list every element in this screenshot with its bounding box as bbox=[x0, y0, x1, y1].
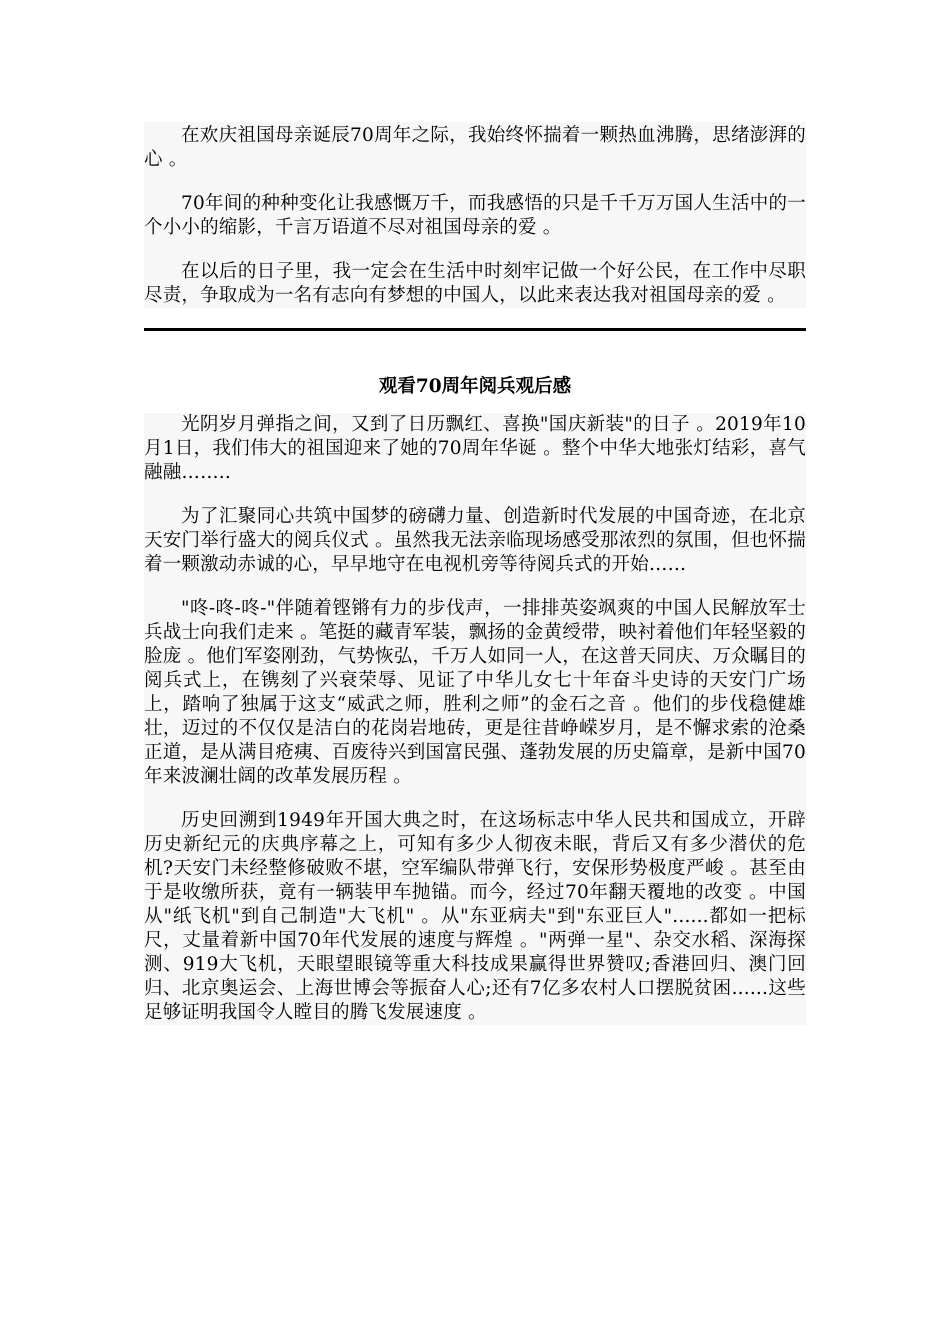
paragraph-celebration: 在欢庆祖国母亲诞辰70周年之际，我始终怀揣着一颗热血沸腾，思绪澎湃的心 。 bbox=[144, 125, 806, 170]
paragraph-parade-ceremony: 为了汇聚同心共筑中国梦的磅礴力量、创造新时代发展的中国奇迹，在北京天安门举行盛大的阅兵仪式 。虽然我无法亲临现场感受那浓烈的氛围，但也怀揣着一颗激动赤诚的心，早早地守在电视机旁等待阅兵式的开始…… bbox=[144, 506, 806, 575]
paragraph-soldiers-march: "咚-咚-咚-"伴随着铿锵有力的步伐声，一排排英姿飒爽的中国人民解放军士兵战士向我们走来 。笔挺的藏青军装，飘扬的金黄绶带，映衬着他们年轻坚毅的脸庞 。他们军姿刚劲，气势恢弘，千万人如同一人，在这普天同庆、万众瞩目的阅兵式上，在镌刻了兴衰荣辱、见证了中华儿女七十年奋斗史诗的天安门广场上，踏响了独属于这支“威武之师，胜利之师”的金石之音 。他们的步伐稳健雄壮，迈过的不仅仅是洁白的花岗岩地砖，更是往昔峥嵘岁月，是不懈求索的沧桑正道，是从满目疮痍、百废待兴到国富民强、蓬勃发展的历史篇章，是新中国70年来波澜壮阔的改革发展历程 。 bbox=[144, 598, 806, 787]
section-one-body bbox=[144, 122, 806, 308]
paragraph-future: 在以后的日子里，我一定会在生活中时刻牢记做一个好公民，在工作中尽职尽责，争取成为一名有志向有梦想的中国人，以此来表达我对祖国母亲的爱 。 bbox=[144, 261, 806, 306]
paragraph-history-review: 历史回溯到1949年开国大典之时，在这场标志中华人民共和国成立，开辟历史新纪元的庆典序幕之上，可知有多少人彻夜未眠，背后又有多少潜伏的危机?天安门未经整修破败不堪，空军编队带弹飞行，安保形势极度严峻 。甚至由于是收缴所获，竟有一辆装甲车抛锚。而今，经过70年翻天覆地的改变 。中国从"纸飞机"到自己制造"大飞机" 。从"东亚病夫"到"东亚巨人"......都如一把标尺，丈量着新中国70年代发展的速度与辉煌 。"两弹一星"、杂交水稻、深海探测、919大飞机，天眼望眼镜等重大科技成果赢得世界赞叹;香港回归、澳门回归、北京奥运会、上海世博会等振奋人心;还有7亿多农村人口摆脱贫困......这些足够证明我国令人瞠目的腾飞发展速度 。 bbox=[144, 810, 806, 1023]
paragraph-national-day: 光阴岁月弹指之间，又到了日历飘红、喜换"国庆新装"的日子 。2019年10月1日，我们伟大的祖国迎来了她的70周年华诞 。整个中华大地张灯结彩，喜气融融…….. bbox=[144, 414, 806, 483]
paragraph-changes: 70年间的种种变化让我感慨万千，而我感悟的只是千千万万国人生活中的一个小小的缩影，千言万语道不尽对祖国母亲的爱 。 bbox=[144, 193, 806, 238]
section-divider bbox=[144, 328, 806, 331]
section-two-title: 观看70周年阅兵观后感 bbox=[144, 375, 806, 399]
section-two-body bbox=[144, 413, 806, 1025]
document-page bbox=[144, 122, 806, 1025]
